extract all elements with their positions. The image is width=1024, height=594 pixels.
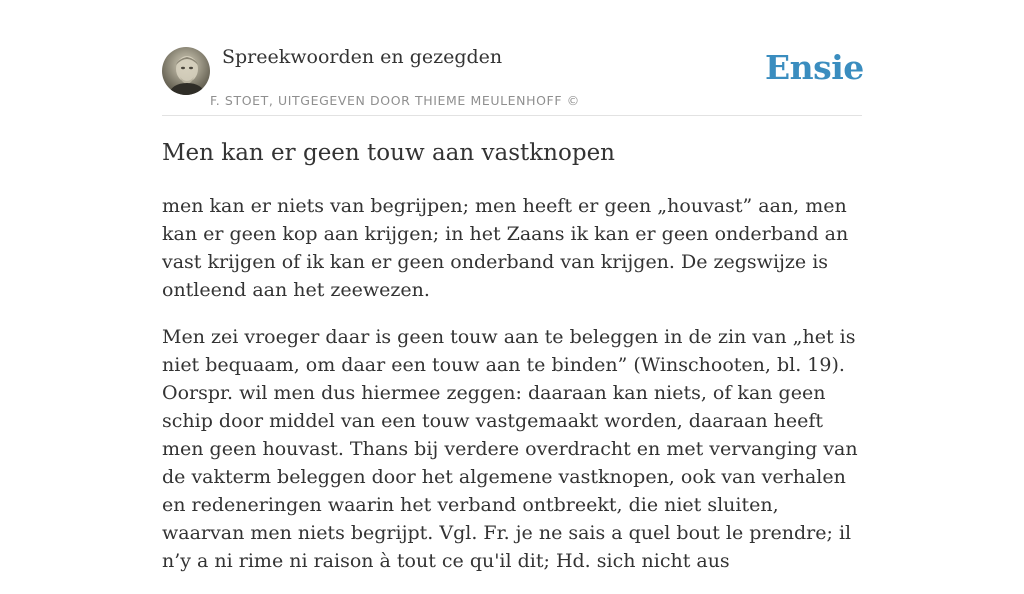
entry-paragraph: men kan er niets van begrijpen; men heeft er geen „houvast” aan, men kan er geen kop aan krijgen; in het Zaans ik kan er geen onderband an vast krijgen of ik kan er geen onderband van krijgen. De zegswijze is ontleend aan het zeewezen. [162, 195, 849, 301]
book-title[interactable]: Spreekwoorden en gezegden [222, 46, 503, 68]
ensie-logo[interactable]: Ensie [765, 48, 864, 87]
entry-paragraph: Men zei vroeger daar is geen touw aan te beleggen in de zin van „het is niet bequaam, om daar een touw aan te binden” (Winschooten, bl. 19). Oorspr. wil men dus hiermee zeggen: daaraan kan niets, of kan geen schip door middel van een touw vastgemaakt worden, daaraan heeft men geen houvast. Thans bij verdere overdracht en met vervanging van de vakterm beleggen door het algemene vastknopen, ook van verhalen en redeneringen waarin het verband ontbreekt, die niet sluiten, waarvan men niets begrijpt. Vgl. Fr. je ne sais a quel bout le prendre; il n’y a ni rime ni raison à tout ce qu'il dit; Hd. sich nicht aus [162, 326, 858, 572]
author-avatar[interactable] [162, 47, 210, 95]
entry-body [162, 192, 862, 594]
header-divider [162, 115, 862, 116]
publisher-byline: F. STOET, UITGEGEVEN DOOR THIEME MEULENHOFF © [210, 93, 580, 108]
entry-headword: Men kan er geen touw aan vastknopen [162, 140, 615, 166]
author-portrait-icon [162, 47, 210, 95]
